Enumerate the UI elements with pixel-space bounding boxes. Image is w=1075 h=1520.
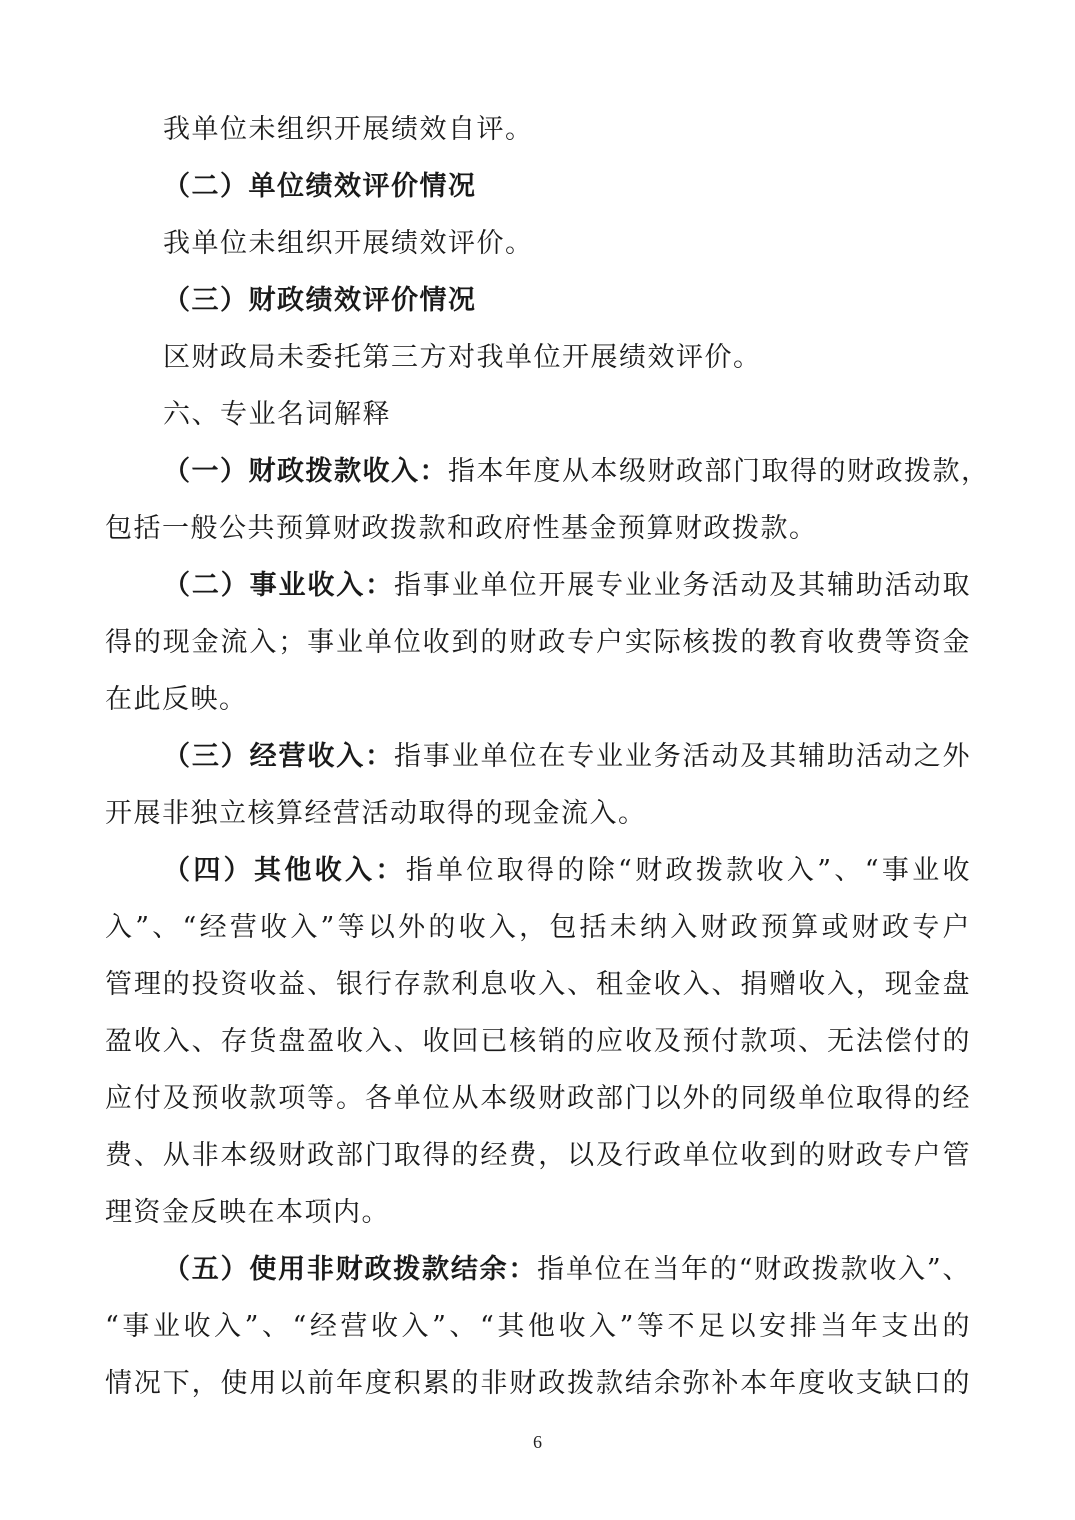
- heading-text: 六、专业名词解释: [163, 399, 391, 430]
- page-number: 6: [533, 1432, 542, 1452]
- paragraph-line: 情况下，使用以前年度积累的非财政拨款结余弥补本年度收支缺口的: [105, 1368, 971, 1399]
- paragraph-line: 得的现金流入；事业单位收到的财政专户实际核拨的教育收费等资金: [105, 627, 971, 658]
- paragraph-line: [105, 443, 990, 500]
- term-label: （四）其他收入：: [163, 855, 406, 886]
- paragraph-line: 入”、“经营收入”等以外的收入，包括未纳入财政预算或财政专户: [105, 912, 971, 943]
- paragraph-line: 管理的投资收益、银行存款利息收入、租金收入、捐赠收入，现金盘: [105, 969, 971, 1000]
- term-label: （三）经营收入：: [163, 741, 394, 772]
- paragraph-line: 在此反映。: [105, 684, 248, 715]
- term-other-income: [105, 842, 971, 1241]
- paragraph-text: 我单位未组织开展绩效自评。: [163, 114, 534, 145]
- paragraph-text: 区财政局未委托第三方对我单位开展绩效评价。: [163, 342, 762, 373]
- paragraph-line: [105, 1241, 971, 1298]
- term-label: （五）使用非财政拨款结余：: [163, 1254, 538, 1285]
- term-text: 指事业单位在专业业务活动及其辅助活动之外: [393, 741, 972, 772]
- paragraph-unit-evaluation: [105, 215, 971, 272]
- term-text: 指单位在当年的“财政拨款收入”、: [537, 1254, 972, 1285]
- paragraph-line: 盈收入、存货盘盈收入、收回已核销的应收及预付款项、无法偿付的: [105, 1026, 971, 1057]
- term-fiscal-appropriation-income: [105, 443, 990, 557]
- term-non-fiscal-surplus-usage: [105, 1241, 971, 1412]
- heading-text: （二）单位绩效评价情况: [163, 171, 477, 202]
- heading-text: （三）财政绩效评价情况: [163, 285, 477, 316]
- heading-finance-evaluation: [105, 272, 971, 329]
- paragraph-line: “事业收入”、“经营收入”、“其他收入”等不足以安排当年支出的: [105, 1311, 971, 1342]
- paragraph-line: 包括一般公共预算财政拨款和政府性基金预算财政拨款。: [105, 513, 818, 544]
- term-label: （一）财政拨款收入：: [163, 456, 448, 487]
- paragraph-finance-evaluation: [105, 329, 971, 386]
- term-text: 指事业单位开展专业业务活动及其辅助活动取: [393, 570, 972, 601]
- paragraph-line: 费、从非本级财政部门取得的经费，以及行政单位收到的财政专户管: [105, 1140, 971, 1171]
- paragraph-line: 理资金反映在本项内。: [105, 1197, 390, 1228]
- term-label: （二）事业收入：: [163, 570, 394, 601]
- heading-terms-explanation: [105, 386, 971, 443]
- term-business-income: [105, 557, 971, 728]
- paragraph-self-evaluation: [105, 101, 971, 158]
- paragraph-line: 开展非独立核算经营活动取得的现金流入。: [105, 798, 647, 829]
- term-text: 指单位取得的除“财政拨款收入”、“事业收: [405, 855, 972, 886]
- paragraph-line: [105, 842, 971, 899]
- paragraph-line: [105, 557, 971, 614]
- paragraph-text: 我单位未组织开展绩效评价。: [163, 228, 534, 259]
- paragraph-line: [105, 728, 971, 785]
- term-operating-income: [105, 728, 971, 842]
- term-text: 指本年度从本级财政部门取得的财政拨款，: [448, 456, 990, 487]
- heading-unit-evaluation: [105, 158, 971, 215]
- paragraph-line: 应付及预收款项等。各单位从本级财政部门以外的同级单位取得的经: [105, 1083, 971, 1114]
